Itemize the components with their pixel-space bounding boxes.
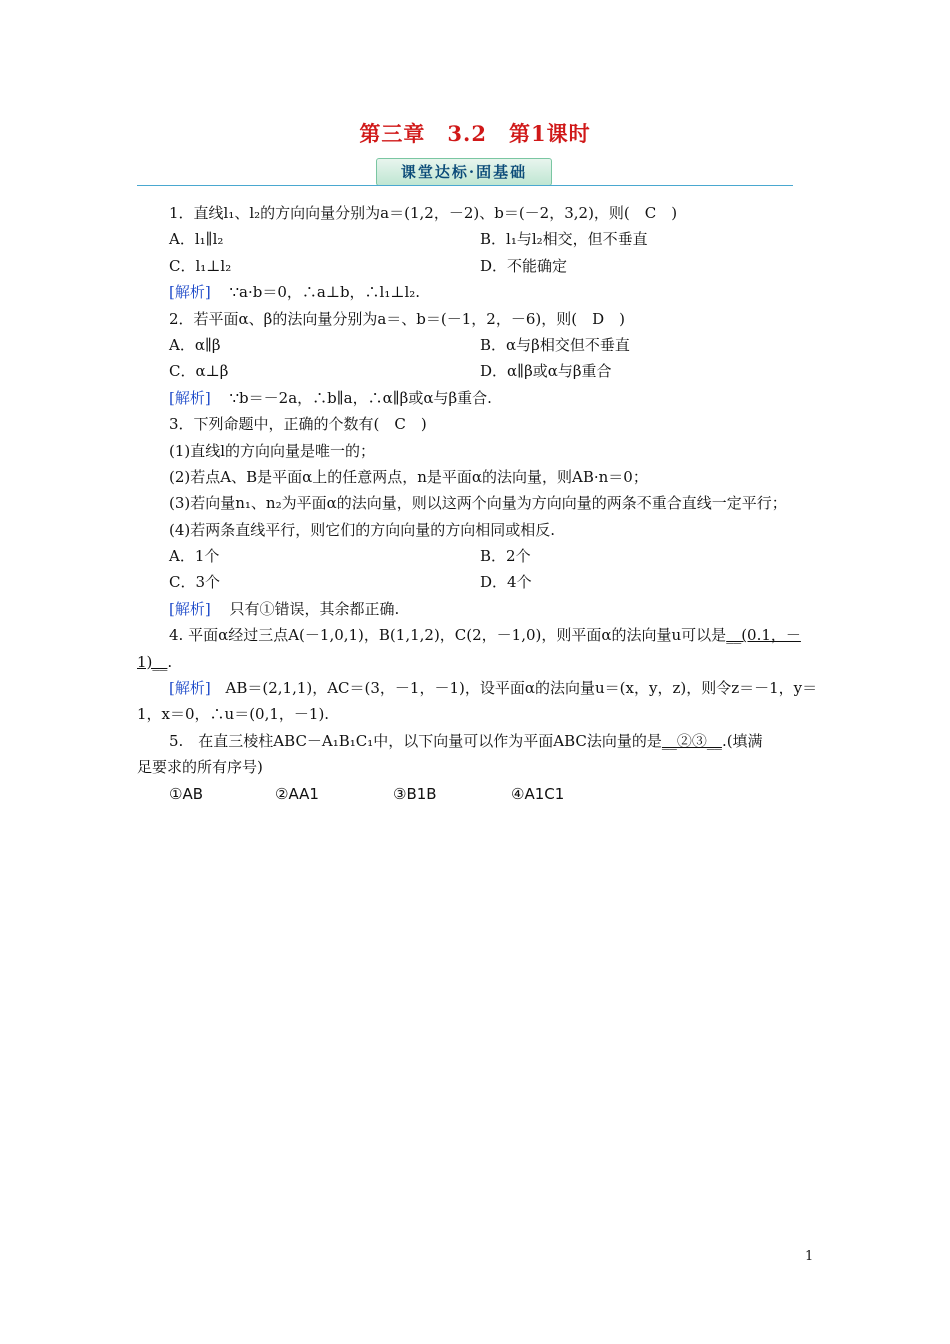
q1-option-a: A．l₁∥l₂: [169, 230, 224, 249]
page-title: 第三章 3.2 第1课时: [359, 121, 591, 146]
q5-answer: __②③__: [661, 731, 722, 750]
q2-options-ab: [137, 332, 817, 358]
q2-option-d: D．α∥β或α与β重合: [480, 362, 612, 381]
q4-stem-end: .: [167, 652, 173, 671]
q5-stem-cont: 足要求的所有序号): [137, 758, 263, 777]
q3-option-c: C．3个: [169, 573, 221, 592]
q2-option-b: B．α与β相交但不垂直: [480, 335, 630, 354]
q4-stem-cont: [137, 649, 817, 675]
q3-proposition-4: (4)若两条直线平行，则它们的方向向量的方向相同或相反.: [169, 520, 556, 539]
page-number: 1: [805, 1249, 814, 1264]
q3-proposition-2: (2)若点A、B是平面α上的任意两点，n是平面α的法向量，则AB·n＝0；: [169, 467, 648, 486]
q1-option-c: C．l₁⊥l₂: [169, 256, 232, 275]
q2-stem: 2．若平面α、β的法向量分别为a＝、b＝(－1，2，－6)，则( D ): [169, 309, 625, 328]
q5-option-2: ②AA1: [275, 784, 319, 803]
q2-option-c: C．α⊥β: [169, 362, 229, 381]
q5-stem: [137, 728, 817, 754]
q5-stem-end: .(填满: [721, 731, 763, 750]
analysis-tag: [解析]: [169, 679, 211, 698]
q3-option-b: B．2个: [480, 547, 531, 566]
q5-option-1: ①AB: [169, 784, 203, 803]
q5-option-4: ④A1C1: [511, 784, 565, 803]
q5-stem-text: 5. 在直三棱柱ABC－A₁B₁C₁中，以下向量可以作为平面ABC法向量的是: [169, 731, 662, 750]
q2-options-cd: [137, 358, 817, 384]
q2-analysis: [137, 385, 817, 411]
q1-analysis: [137, 279, 817, 305]
q4-answer-part1: __(0.1，－: [726, 626, 801, 645]
q3-analysis-text: 只有①错误，其余都正确.: [229, 599, 400, 618]
q2-analysis-text: ∵b＝－2a，∴b∥a，∴α∥β或α与β重合.: [229, 388, 492, 407]
q5-option-3: ③B1B: [393, 784, 437, 803]
q1-option-d: D．不能确定: [480, 256, 568, 275]
q1-analysis-text: ∵a·b＝0，∴a⊥b，∴l₁⊥l₂.: [229, 283, 421, 302]
q3-option-d: D．4个: [480, 573, 532, 592]
q1-option-b: B．l₁与l₂相交，但不垂直: [480, 230, 648, 249]
q3-proposition-1: (1)直线l的方向向量是唯一的；: [169, 441, 376, 460]
header-divider: [137, 185, 793, 186]
q3-option-a: A．1个: [169, 547, 220, 566]
q1-options-ab: [137, 226, 817, 252]
q3-stem: 3．下列命题中，正确的个数有( C ): [169, 415, 427, 434]
q3-proposition-3: (3)若向量n₁、n₂为平面α的法向量，则以这两个向量为方向向量的两条不重合直线一定平行；: [169, 494, 787, 513]
analysis-tag: [解析]: [169, 388, 211, 407]
section-banner: 课堂达标·固基础: [376, 158, 552, 186]
q1-stem: 1．直线l₁、l₂的方向向量分别为a＝(1,2，－2)、b＝(－2，3,2)，则( C ): [169, 204, 678, 222]
q1-options-cd: [137, 253, 817, 279]
q4-stem: [137, 622, 817, 648]
q4-stem-text: 4. 平面α经过三点A(－1,0,1)，B(1,1,2)，C(2，－1,0)，则平面α的法向量u可以是: [169, 626, 727, 645]
analysis-tag: [解析]: [169, 283, 211, 302]
q4-answer-part2: 1)__: [137, 652, 168, 671]
q3-analysis: [137, 596, 817, 622]
q4-analysis-text-1: AB＝(2,1,1)，AC＝(3，－1，－1)，设平面α的法向量u＝(x，y，z)，则令z＝－1，y＝: [225, 679, 818, 698]
analysis-tag: [解析]: [169, 599, 211, 618]
q2-option-a: A．α∥β: [169, 335, 221, 354]
q3-options-cd: [137, 569, 817, 595]
q5-options: [137, 781, 817, 807]
q3-options-ab: [137, 543, 817, 569]
q4-analysis: [137, 675, 817, 701]
questions-body: [137, 200, 817, 807]
q4-analysis-cont: 1，x＝0，∴u＝(0,1，－1).: [137, 705, 330, 724]
